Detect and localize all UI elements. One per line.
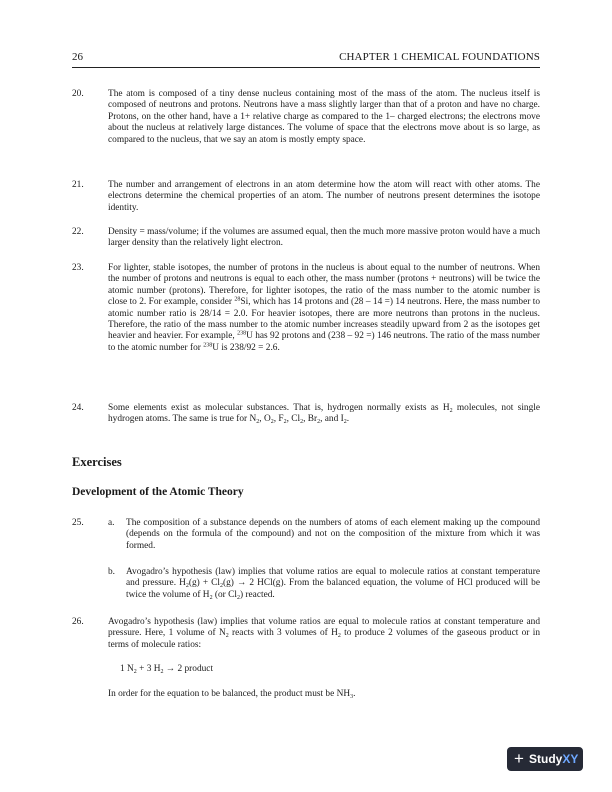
answer-text: Avogadro’s hypothesis (law) implies that volume ratios are equal to molecule ratios at constant temperature and pressure. Here, 1 volume of $N_2$ reacts with 3 volumes of $H_2$ to produce 2 volumes of the gaseous product or in terms of molecule ratios: (108, 617, 540, 650)
part-letter: a. (108, 518, 115, 528)
answer-text: For lighter, stable isotopes, the number of protons in the nucleus is about equal to the number of neutrons. When the number of protons and neutrons is equal to each other, the mass number (protons + neutrons) will be twice the atomic number (protons). Therefore, for lighter isotopes, the ratio of the mass number to the atomic number is close to 2. For example, consider $^{28}$Si, which has 14 protons and (28 – 14 =) 14 neutrons. Here, the mass number to atomic number ratio is 28/14 = 2.0. For heavier isotopes, there are more neutrons than protons in the nucleus. Therefore, the ratio of the mass number to the atomic number increases steadily upward from 2 as the isotopes get heavier and heavier. For example, $^{238}$U has 92 protons and (238 – 92 =) 146 neutrons. The ratio of the mass number to the atomic number for $^{238}$U is 238/92 = 2.6. (108, 263, 541, 353)
part-letter: b. (108, 567, 116, 577)
page-header (72, 52, 540, 66)
badge-logo-text: StudyXY (529, 752, 579, 766)
answer-20 (72, 89, 540, 146)
chapter-title: CHAPTER 1 CHEMICAL FOUNDATIONS (339, 51, 540, 63)
answer-26 (72, 617, 540, 651)
header-rule (72, 67, 540, 68)
answer-number: 21. (72, 180, 84, 190)
answer-text: Some elements exist as molecular substances. That is, hydrogen normally exists as $H_2$ molecules, not single hydrogen atoms. The same is true for $N_2$, $O_2$, $F_2$, $Cl_2$, $Br_2$, and $I_2$. (108, 403, 540, 426)
plus-icon: + (514, 749, 524, 768)
answer-text: Avogadro’s hypothesis (law) implies that volume ratios are equal to molecule ratios at constant temperature and pressure. $H_2(g) + Cl_2(g) \to 2$ HCl(g). From the balanced equation, the volume of HCl produced will be twice the volume of $H_2$ (or $Cl_2$) reacted. (126, 567, 540, 601)
studyxy-badge[interactable] (507, 747, 583, 771)
answer-number: 20. (72, 89, 84, 99)
answer-25b (108, 567, 540, 601)
answer-text: The number and arrangement of electrons in an atom determine how the atom will react with other atoms. The electrons determine the chemical properties of an atom. The number of neutrons present determines the isotope identity. (108, 180, 540, 213)
answer-23 (72, 263, 540, 354)
answer-text: The atom is composed of a tiny dense nucleus containing most of the mass of the atom. The nucleus itself is composed of neutrons and protons. Neutrons have a mass slightly larger than that of a proton and have no charge. Protons, on the other hand, have a 1+ relative charge as compared to the 1– charged electrons; the electrons move about the nucleus at relatively large distances. The volume of space that the electrons move about is so large, as compared to the nucleus, that we say an atom is mostly empty space. (108, 89, 540, 145)
answer-number: 25. (72, 518, 84, 528)
page-number: 26 (72, 51, 83, 63)
answer-number: 26. (72, 617, 84, 627)
answer-number: 23. (72, 263, 84, 273)
exercises-heading: Exercises (72, 455, 122, 469)
answer-number: 22. (72, 227, 84, 237)
answer-25a (108, 518, 540, 552)
answer-21 (72, 180, 540, 214)
answer-text: The composition of a substance depends on the numbers of atoms of each element making up the compound (depends on the formula of the compound) and not on the composition of the mixture from which it was formed. (126, 518, 540, 551)
answer-26-conclusion: In order for the equation to be balanced, the product must be $NH_3$. (108, 689, 356, 700)
answer-number: 24. (72, 403, 84, 413)
section-heading: Development of the Atomic Theory (72, 486, 244, 498)
answer-24 (72, 403, 540, 426)
answer-text: Density = mass/volume; if the volumes are assumed equal, then the much more massive proton would have a much larger density than the relatively light electron. (108, 227, 540, 249)
answer-22 (72, 227, 540, 250)
reaction-equation: 1 $N_2 + 3$ $H_2 \to 2$ product (120, 664, 214, 675)
